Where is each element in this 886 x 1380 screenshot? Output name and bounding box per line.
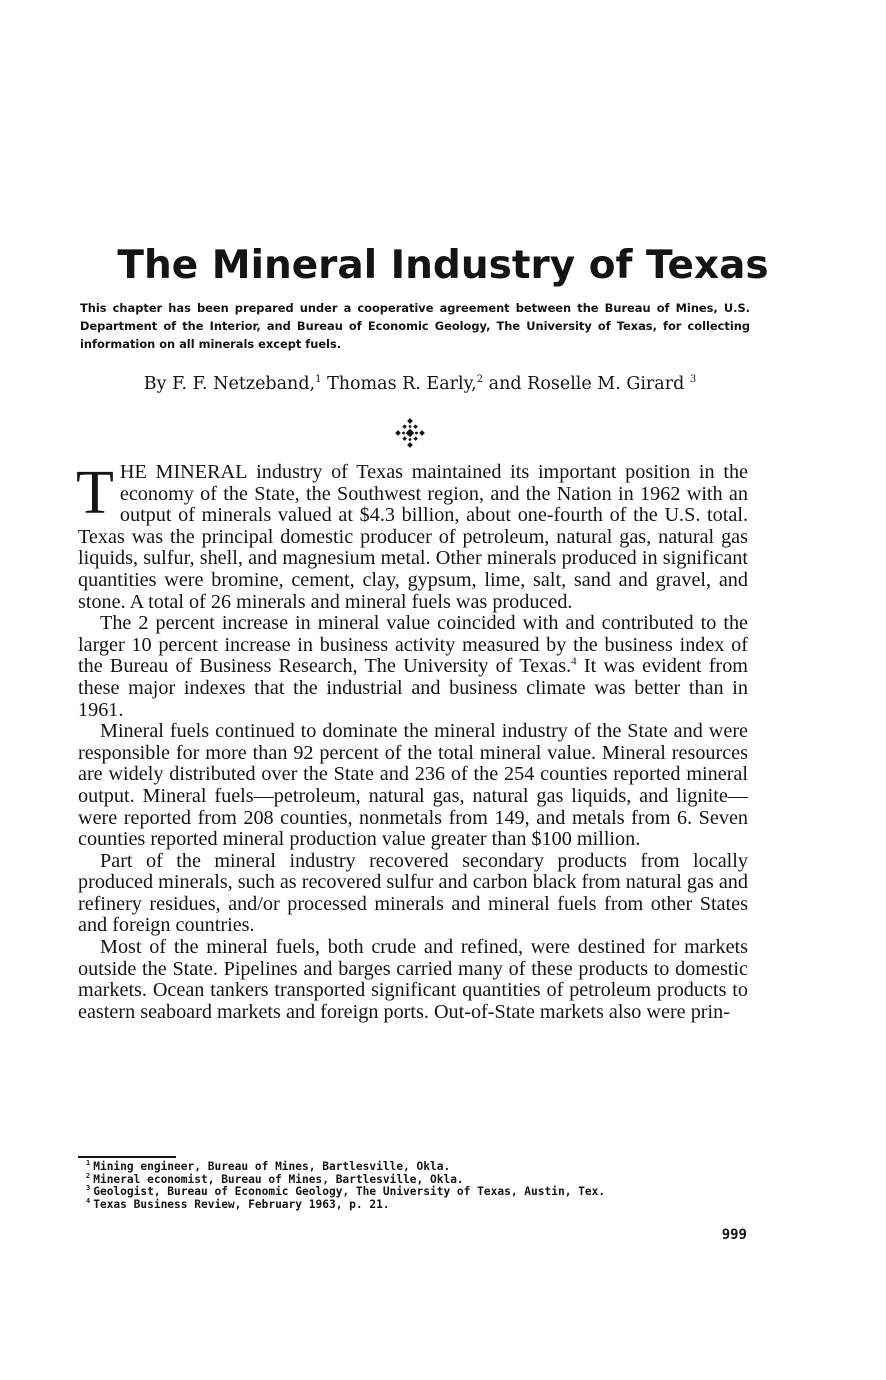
footnotes bbox=[86, 1161, 726, 1211]
byline-prefix: By bbox=[143, 374, 167, 394]
paragraph: Part of the mineral industry recovered secondary products from locally produced minerals, such as recovered sulfur and carbon black from natural gas and refinery residues, and/or processed minerals and mineral fuels from other States and foreign countries. bbox=[78, 849, 748, 937]
footnote-text: Mineral economist, Bureau of Mines, Bartlesville, Okla. bbox=[93, 1172, 464, 1186]
paragraph-text: The 2 percent increase in mineral value coincided with and contributed to the larger 10 percent increase in business activity measured by the business index of the Bureau of Business Research, The University of Texas. bbox=[78, 612, 748, 678]
footnote-divider bbox=[78, 1156, 176, 1158]
chapter-note: This chapter has been prepared under a cooperative agreement between the Bureau of Mines, U.S. Department of the Interior, and Bureau of Economic Geology, The University of Texas, for collecting information on all minerals except fuels. bbox=[80, 301, 750, 351]
footnote-text: Geologist, Bureau of Economic Geology, The University of Texas, Austin, Tex. bbox=[93, 1185, 606, 1199]
paragraph bbox=[76, 459, 749, 613]
paragraph bbox=[78, 613, 748, 721]
page-title: The Mineral Industry of Texas bbox=[117, 243, 769, 288]
paragraph-text: industry of Texas maintained its important position in the economy of the State, the Southwest region, and the Nation in 1962 with an output of minerals valued at $4.3 billion, about one-fourth of the U.S. total. Texas was the principal domestic producer of petroleum, natural gas, natural gas liquids, sulfur, shell, and magnesium metal. Other minerals produced in significant quantities were bromine, cement, clay, gypsum, lime, salt, sand and gravel, and stone. A total of 26 minerals and mineral fuels was produced. bbox=[78, 461, 749, 613]
footnote-mark: 2 bbox=[86, 1171, 91, 1180]
footnote-mark: 1 bbox=[86, 1159, 91, 1168]
footnote-mark: 3 bbox=[86, 1184, 91, 1193]
author-name: and Roselle M. Girard bbox=[488, 374, 685, 394]
author-name: F. F. Netzeband, bbox=[172, 374, 316, 394]
paragraph: Most of the mineral fuels, both crude and refined, were destined for markets outside the State. Pipelines and barges carried many of these products to domestic markets. Ocean tankers transported significant quantities of petroleum products to eastern seaboard markets and foreign ports. Out-of-State markets also were prin- bbox=[78, 936, 748, 1023]
decorative-ornament-icon bbox=[395, 418, 425, 448]
article-body bbox=[76, 459, 749, 1023]
footnote-reference: 4 bbox=[571, 655, 577, 668]
opening-words: HE MINERAL bbox=[119, 461, 248, 483]
page-number: 999 bbox=[721, 1227, 747, 1243]
author-footnote-mark: 1 bbox=[315, 374, 322, 386]
author-byline bbox=[0, 372, 840, 396]
footnote-mark: 4 bbox=[86, 1197, 91, 1206]
footnote bbox=[86, 1199, 726, 1212]
author-footnote-mark: 2 bbox=[476, 374, 484, 386]
footnote-text: Texas Business Review, February 1963, p. 21. bbox=[93, 1197, 390, 1211]
drop-cap: T bbox=[76, 459, 114, 527]
author-footnote-mark: 3 bbox=[689, 374, 697, 386]
footnote-text: Mining engineer, Bureau of Mines, Bartlesville, Okla. bbox=[93, 1160, 451, 1173]
author-name: Thomas R. Early, bbox=[327, 374, 477, 394]
paragraph-text: It was evident from these major indexes that the industrial and business climate was better than in 1961. bbox=[78, 655, 749, 721]
paragraph: Mineral fuels continued to dominate the mineral industry of the State and were responsible for more than 92 percent of the total mineral value. Mineral resources are widely distributed over the State and 236 of the 254 counties reported mineral output. Mineral fuels—petroleum, natural gas, natural gas liquids, and lignite—were reported from 208 counties, nonmetals from 149, and metals from 6. Seven counties reported mineral production value greater than $100 million. bbox=[78, 720, 748, 851]
